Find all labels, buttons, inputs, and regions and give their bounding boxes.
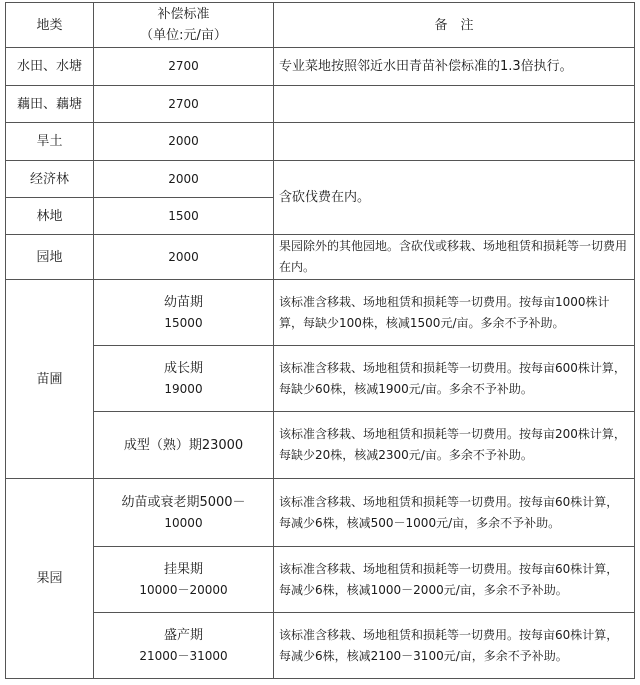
table-row [6,479,635,547]
land-type: 苗圃 [6,280,94,479]
header-land-type: 地类 [6,3,94,48]
stage-cell [94,280,274,346]
compensation-table [5,2,635,679]
header-standard-line2: （单位:元/亩） [140,28,227,43]
header-standard [94,3,274,48]
stage-cell [94,479,274,547]
stage-name: 盛产期 [163,627,203,643]
standard-value: 2700 [94,86,274,123]
land-type: 果园 [6,479,94,679]
standard-value: 2000 [94,161,274,198]
standard-value: 2000 [94,235,274,280]
stage-cell [94,547,274,613]
stage-value: 21000－31000 [139,648,228,663]
stage-value: 19000 [164,381,203,396]
stage-value: 10000－20000 [139,582,228,597]
land-type: 林地 [6,198,94,235]
stage-name: 成型（熟）期23000 [123,437,244,453]
table-row [6,48,635,86]
table-row [6,86,635,123]
table-row [6,547,635,613]
header-remarks: 备 注 [274,3,635,48]
standard-value: 2700 [94,48,274,86]
remarks: 该标准含移栽、场地租赁和损耗等一切费用。按每亩60株计算，每减少6株，核减1000－2000元/亩，多余不予补助。 [274,547,635,613]
remarks: 专业菜地按照邻近水田青苗补偿标准的1.3倍执行。 [274,48,635,86]
stage-name: 幼苗或衰老期5000－ [121,494,246,510]
stage-cell [94,346,274,412]
remarks: 该标准含移栽、场地租赁和损耗等一切费用。按每亩1000株计算，每缺少100株，核减1500元/亩。多余不予补助。 [274,280,635,346]
table-row [6,161,635,198]
remarks: 该标准含移栽、场地租赁和损耗等一切费用。按每亩60株计算，每减少6株，核减500－1000元/亩，多余不予补助。 [274,479,635,547]
remarks: 含砍伐费在内。 [274,161,635,235]
land-type: 经济林 [6,161,94,198]
stage-name: 幼苗期 [163,294,203,310]
table-row [6,412,635,479]
stage-value: 15000 [164,315,203,330]
stage-cell [94,613,274,679]
table-row [6,123,635,161]
header-standard-line1: 补偿标准 [157,7,210,22]
table-header-row [6,3,635,48]
stage-cell [94,412,274,479]
standard-value: 1500 [94,198,274,235]
remarks: 该标准含移栽、场地租赁和损耗等一切费用。按每亩600株计算，每缺少60株，核减1900元/亩。多余不予补助。 [274,346,635,412]
table-row [6,346,635,412]
remarks: 该标准含移栽、场地租赁和损耗等一切费用。按每亩60株计算，每减少6株，核减2100－3100元/亩，多余不予补助。 [274,613,635,679]
land-type: 藕田、藕塘 [6,86,94,123]
land-type: 水田、水塘 [6,48,94,86]
remarks: 果园除外的其他园地。含砍伐或移栽、场地租赁和损耗等一切费用在内。 [274,235,635,280]
land-type: 旱土 [6,123,94,161]
remarks [274,86,635,123]
standard-value: 2000 [94,123,274,161]
stage-name: 挂果期 [163,561,203,577]
land-type: 园地 [6,235,94,280]
stage-name: 成长期 [163,360,203,376]
stage-value: 10000 [164,515,203,530]
table-row [6,235,635,280]
remarks: 该标准含移栽、场地租赁和损耗等一切费用。按每亩200株计算，每缺少20株，核减2300元/亩。多余不予补助。 [274,412,635,479]
remarks [274,123,635,161]
table-row [6,613,635,679]
table-row [6,280,635,346]
